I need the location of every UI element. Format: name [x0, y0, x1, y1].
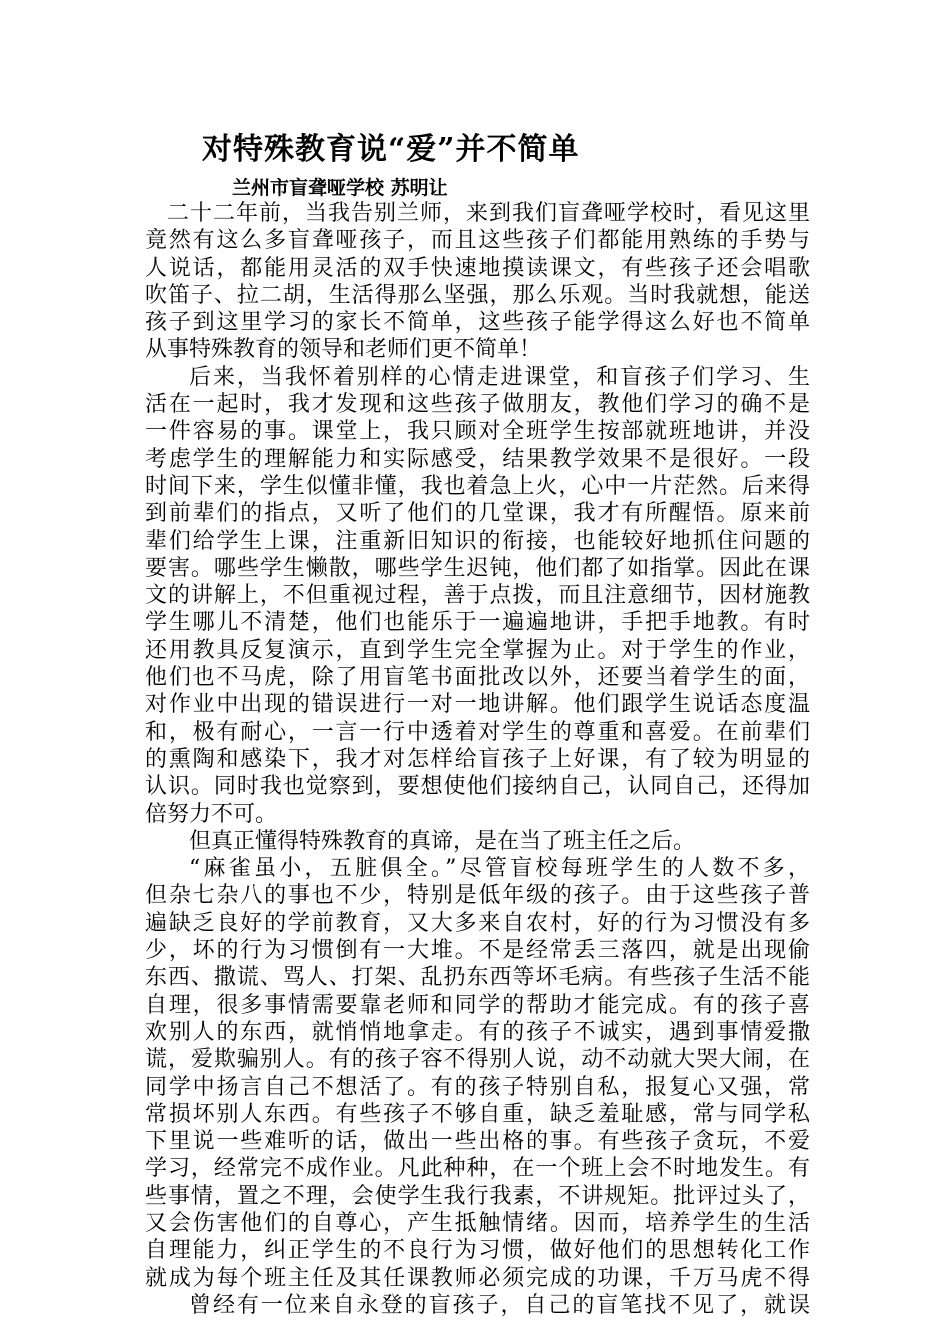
text-line: 认识。同时我也觉察到，要想使他们接纳自己，认同自己，还得加: [145, 774, 810, 800]
text-line: 同学中扬言自己不想活了。有的孩子特别自私，报复心又强，常: [145, 1074, 810, 1100]
text-line: 遍缺乏良好的学前教育，又大多来自农村，好的行为习惯没有多: [145, 910, 810, 936]
text-line: 但杂七杂八的事也不少，特别是低年级的孩子。由于这些孩子普: [145, 883, 810, 909]
text-line: 自理能力，纠正学生的不良行为习惯，做好他们的思想转化工作: [145, 1238, 810, 1264]
document-title: 对特殊教育说“爱”并不简单: [202, 132, 580, 167]
text-line: 但真正懂得特殊教育的真谛，是在当了班主任之后。: [189, 828, 696, 854]
text-line: 自理，很多事情需要靠老师和同学的帮助才能完成。有的孩子喜: [145, 992, 810, 1018]
text-line: 就成为每个班主任及其任课教师必须完成的功课，千万马虎不得: [145, 1265, 810, 1291]
text-line: 考虑学生的理解能力和实际感受，结果教学效果不是很好。一段: [145, 446, 810, 472]
text-line: 学生哪儿不清楚，他们也能乐于一遍遍地讲，手把手地教。有时: [145, 610, 810, 636]
text-line: 人说话，都能用灵活的双手快速地摸读课文，有些孩子还会唱歌: [145, 255, 810, 281]
document-body: [145, 200, 810, 1319]
text-line: 他们也不马虎，除了用盲笔书面批改以外，还要当着学生的面，: [145, 665, 810, 691]
text-line: 对作业中出现的错误进行一对一地讲解。他们跟学生说话态度温: [145, 692, 810, 718]
text-line: 要害。哪些学生懒散，哪些学生迟钝，他们都了如指掌。因此在课: [145, 555, 810, 581]
text-line: 到前辈们的指点，又听了他们的几堂课，我才有所醒悟。原来前: [145, 501, 810, 527]
text-line: 和，极有耐心，一言一行中透着对学生的尊重和喜爱。在前辈们: [145, 719, 810, 745]
text-line: “麻雀虽小，五脏俱全。”尽管盲校每班学生的人数不多，: [189, 856, 810, 882]
text-line: 些事情，置之不理，会使学生我行我素，不讲规矩。批评过头了，: [145, 1183, 810, 1209]
text-line: 吹笛子、拉二胡，生活得那么坚强，那么乐观。当时我就想，能送: [145, 282, 810, 308]
author-byline: 兰州市盲聋哑学校 苏明让: [232, 177, 448, 199]
text-line: 后来，当我怀着别样的心情走进课堂，和盲孩子们学习、生: [189, 364, 810, 390]
text-line: 少，坏的行为习惯倒有一大堆。不是经常丢三落四，就是出现偷: [145, 938, 810, 964]
text-line: 从事特殊教育的领导和老师们更不简单！: [145, 337, 542, 363]
text-line: 二十二年前，当我告别兰师，来到我们盲聋哑学校时，看见这里: [167, 201, 810, 226]
text-line: 时间下来，学生似懂非懂，我也着急上火，心中一片茫然。后来得: [145, 473, 810, 499]
text-line: 辈们给学生上课，注重新旧知识的衔接，也能较好地抓住问题的: [145, 528, 810, 554]
text-line: 东西、撒谎、骂人、打架、乱扔东西等坏毛病。有些孩子生活不能: [145, 965, 810, 991]
text-line: 一件容易的事。课堂上，我只顾对全班学生按部就班地讲，并没: [145, 419, 810, 445]
text-line: 还用教具反复演示，直到学生完全掌握为止。对于学生的作业，: [145, 637, 810, 663]
text-line: 下里说一些难听的话，做出一些出格的事。有些孩子贪玩，不爱: [145, 1129, 810, 1155]
text-line: 的熏陶和感染下，我才对怎样给盲孩子上好课，有了较为明显的: [145, 746, 810, 772]
text-line: 孩子到这里学习的家长不简单，这些孩子能学得这么好也不简单: [145, 310, 810, 336]
text-line: 又会伤害他们的自尊心，产生抵触情绪。因而，培养学生的生活: [145, 1210, 810, 1236]
text-line: 常损坏别人东西。有些孩子不够自重，缺乏羞耻感，常与同学私: [145, 1101, 810, 1127]
text-line: 活在一起时，我才发现和这些孩子做朋友，教他们学习的确不是: [145, 392, 810, 418]
text-line: 倍努力不可。: [145, 801, 278, 827]
text-line: 曾经有一位来自永登的盲孩子，自己的盲笔找不见了，就误: [189, 1292, 810, 1318]
text-line: 竟然有这么多盲聋哑孩子，而且这些孩子们都能用熟练的手势与: [145, 228, 810, 254]
text-line: 欢别人的东西，就悄悄地拿走。有的孩子不诚实，遇到事情爱撒: [145, 1019, 810, 1045]
text-line: 学习，经常完不成作业。凡此种种，在一个班上会不时地发生。有: [145, 1156, 810, 1182]
text-line: 谎，爱欺骗别人。有的孩子容不得别人说，动不动就大哭大闹，在: [145, 1047, 810, 1073]
text-line: 文的讲解上，不但重视过程，善于点拨，而且注意细节，因材施教: [145, 583, 810, 609]
